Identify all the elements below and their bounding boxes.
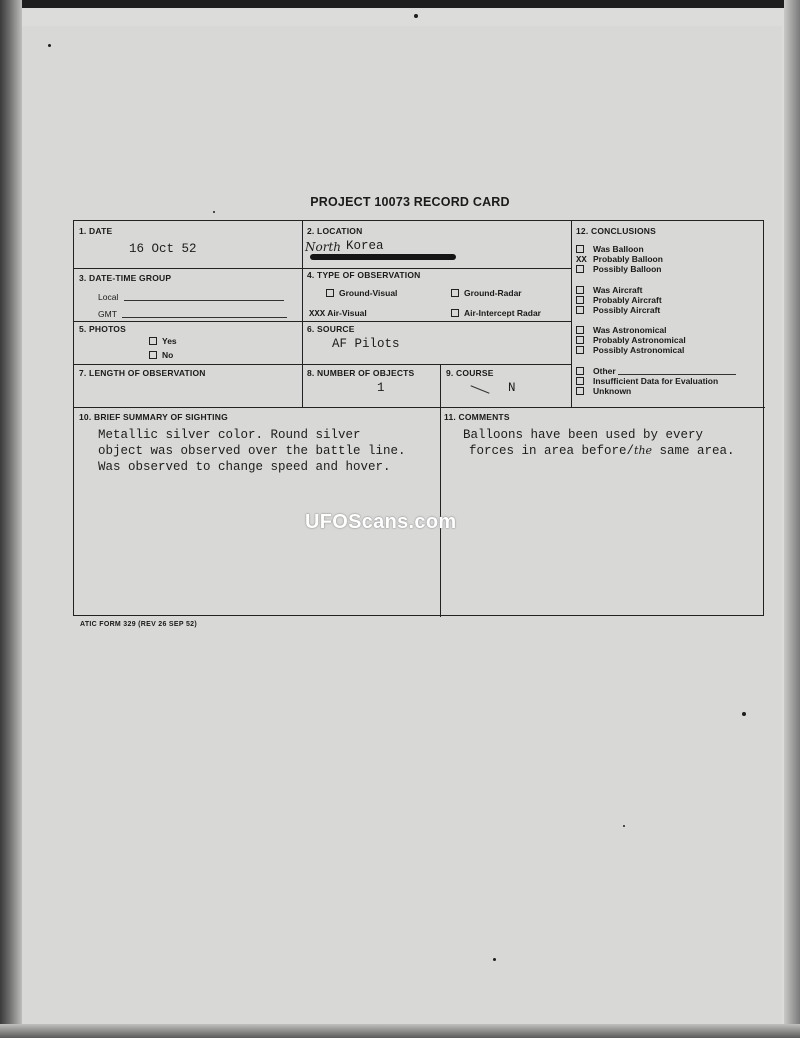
conclusion-label: Other bbox=[593, 366, 616, 376]
checkbox-icon bbox=[326, 289, 334, 297]
course-label: 9. COURSE bbox=[446, 368, 494, 378]
scan-edge-top bbox=[0, 0, 800, 8]
number-of-objects-value: 1 bbox=[377, 381, 385, 395]
comments-handwritten: the bbox=[634, 444, 653, 457]
conclusion-was-astronomical bbox=[576, 325, 667, 335]
redaction-scrawl bbox=[310, 254, 456, 260]
location-handwritten: North bbox=[305, 240, 342, 254]
brief-summary-label: 10. BRIEF SUMMARY OF SIGHTING bbox=[79, 412, 228, 422]
local-time-field bbox=[98, 292, 284, 302]
summary-line: Was observed to change speed and hover. bbox=[98, 460, 391, 474]
conclusion-possibly-aircraft bbox=[576, 305, 660, 315]
gmt-label: GMT bbox=[98, 309, 117, 319]
conclusion-possibly-astronomical bbox=[576, 345, 684, 355]
comments-text: forces in area before/ bbox=[469, 444, 635, 458]
source-value: AF Pilots bbox=[332, 337, 400, 351]
checkbox-icon bbox=[576, 265, 584, 273]
divider bbox=[74, 364, 571, 365]
checkbox-icon bbox=[576, 326, 584, 334]
date-time-group-label: 3. DATE-TIME GROUP bbox=[79, 273, 172, 283]
option-air-intercept-radar bbox=[451, 308, 541, 318]
date-label: 1. DATE bbox=[79, 226, 113, 236]
conclusion-label: Possibly Astronomical bbox=[593, 345, 685, 355]
option-label: Yes bbox=[162, 336, 177, 346]
record-card bbox=[73, 220, 764, 616]
summary-line: Metallic silver color. Round silver bbox=[98, 428, 361, 442]
conclusion-label: Was Astronomical bbox=[593, 325, 667, 335]
dust-speck bbox=[414, 14, 418, 18]
dust-speck bbox=[48, 44, 51, 47]
checkbox-icon bbox=[576, 377, 584, 385]
photos-label: 5. PHOTOS bbox=[79, 324, 126, 334]
checkbox-icon bbox=[576, 367, 584, 375]
dust-speck bbox=[493, 958, 496, 961]
divider bbox=[302, 221, 303, 407]
conclusion-probably-astronomical bbox=[576, 335, 686, 345]
watermark: UFOScans.com bbox=[305, 511, 457, 533]
dust-speck bbox=[742, 712, 746, 716]
scan-edge-bottom bbox=[0, 1024, 800, 1038]
checkbox-icon bbox=[576, 336, 584, 344]
location-label: 2. LOCATION bbox=[307, 226, 363, 236]
option-label: Air-Visual bbox=[327, 308, 367, 318]
number-of-objects-label: 8. NUMBER OF OBJECTS bbox=[307, 368, 415, 378]
checkbox-icon bbox=[576, 245, 584, 253]
conclusion-other bbox=[576, 366, 736, 376]
option-ground-radar bbox=[451, 288, 522, 298]
checkbox-icon bbox=[451, 309, 459, 317]
local-label: Local bbox=[98, 292, 119, 302]
checked-mark: XXX bbox=[309, 309, 326, 319]
conclusion-possibly-balloon bbox=[576, 264, 662, 274]
checkbox-icon bbox=[576, 306, 584, 314]
conclusion-probably-aircraft bbox=[576, 295, 662, 305]
dust-speck bbox=[623, 825, 625, 827]
option-air-visual bbox=[309, 308, 367, 319]
length-of-observation-label: 7. LENGTH OF OBSERVATION bbox=[79, 368, 206, 378]
checkbox-icon bbox=[149, 351, 157, 359]
conclusion-label: Possibly Balloon bbox=[593, 264, 662, 274]
other-line bbox=[618, 374, 736, 375]
course-value: N bbox=[508, 381, 516, 395]
summary-line: object was observed over the battle line. bbox=[98, 444, 406, 458]
option-label: Ground-Visual bbox=[339, 288, 398, 298]
divider bbox=[440, 364, 441, 617]
conclusions-list bbox=[571, 221, 765, 407]
comments-text: same area. bbox=[652, 444, 735, 458]
conclusion-was-aircraft bbox=[576, 285, 642, 295]
checkbox-icon bbox=[576, 387, 584, 395]
divider bbox=[74, 321, 571, 322]
checkbox-icon bbox=[576, 286, 584, 294]
comments-label: 11. COMMENTS bbox=[444, 412, 510, 422]
dust-speck bbox=[213, 211, 215, 213]
location-value: Korea bbox=[346, 239, 384, 253]
local-time-line bbox=[124, 300, 284, 301]
checkbox-icon bbox=[576, 346, 584, 354]
conclusion-label: Possibly Aircraft bbox=[593, 305, 661, 315]
type-of-observation-label: 4. TYPE OF OBSERVATION bbox=[307, 270, 421, 280]
comments-line bbox=[469, 444, 735, 458]
source-label: 6. SOURCE bbox=[307, 324, 355, 334]
conclusion-label: Probably Balloon bbox=[593, 254, 663, 264]
photos-no bbox=[149, 350, 173, 360]
gmt-time-field bbox=[98, 309, 287, 319]
option-ground-visual bbox=[326, 288, 397, 298]
form-id: ATIC FORM 329 (REV 26 SEP 52) bbox=[80, 621, 197, 628]
conclusions-label: 12. CONCLUSIONS bbox=[576, 226, 656, 236]
conclusion-label: Was Balloon bbox=[593, 244, 644, 254]
scan-edge-right bbox=[784, 0, 800, 1038]
course-arrow-icon bbox=[471, 385, 490, 393]
comments-line: Balloons have been used by every bbox=[463, 428, 704, 442]
option-label: Air-Intercept Radar bbox=[464, 308, 541, 318]
checkbox-icon bbox=[149, 337, 157, 345]
conclusion-label: Unknown bbox=[593, 386, 632, 396]
conclusion-label: Probably Aircraft bbox=[593, 295, 662, 305]
divider bbox=[74, 268, 571, 269]
gmt-time-line bbox=[122, 317, 287, 318]
conclusion-insufficient-data bbox=[576, 376, 718, 386]
checked-mark: XX bbox=[576, 255, 587, 265]
checkbox-icon bbox=[576, 296, 584, 304]
scan-edge-left bbox=[0, 0, 22, 1038]
conclusion-unknown bbox=[576, 386, 631, 396]
checkbox-icon bbox=[451, 289, 459, 297]
conclusion-label: Was Aircraft bbox=[593, 285, 643, 295]
option-label: No bbox=[162, 350, 174, 360]
conclusion-label: Probably Astronomical bbox=[593, 335, 686, 345]
conclusion-label: Insufficient Data for Evaluation bbox=[593, 376, 719, 386]
photos-yes bbox=[149, 336, 177, 346]
card-title: PROJECT 10073 RECORD CARD bbox=[310, 195, 510, 209]
date-value: 16 Oct 52 bbox=[129, 242, 197, 256]
divider bbox=[74, 407, 765, 408]
conclusion-was-balloon bbox=[576, 244, 644, 254]
option-label: Ground-Radar bbox=[464, 288, 522, 298]
